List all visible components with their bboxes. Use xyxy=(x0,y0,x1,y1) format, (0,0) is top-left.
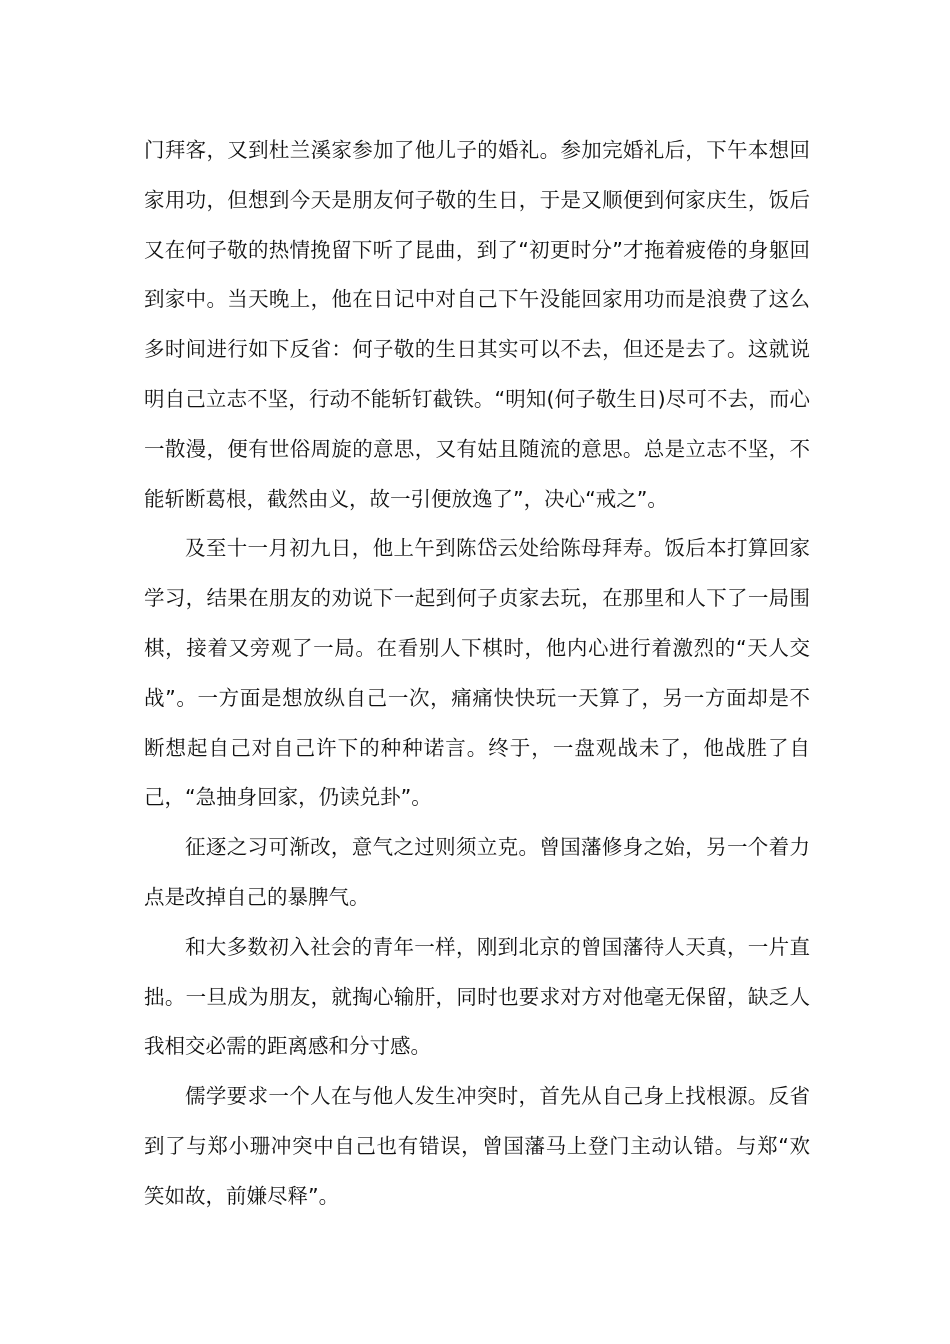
paragraph-continued: 门拜客，又到杜兰溪家参加了他儿子的婚礼。参加完婚礼后，下午本想回家用功，但想到今天是朋友何子敬的生日，于是又顺便到何家庆生，饭后又在何子敬的热情挽留下听了昆曲，到了“初更时分”才拖着疲倦的身躯回到家中。当天晚上，他在日记中对自己下午没能回家用功而是浪费了这么多时间进行如下反省：何子敬的生日其实可以不去，但还是去了。这就说明自己立志不坚，行动不能斩钉截铁。“明知(何子敬生日)尽可不去，而心一散漫，便有世俗周旋的意思，又有姑且随流的意思。总是立志不坚，不能斩断葛根，截然由义，故一引便放逸了”，决心“戒之”。 xyxy=(144,138,810,511)
body-text xyxy=(144,126,810,1222)
paragraph-confucian: 儒学要求一个人在与他人发生冲突时，首先从自己身上找根源。反省到了与郑小珊冲突中自己也有错误，曾国藩马上登门主动认错。与郑“欢笑如故，前嫌尽释”。 xyxy=(144,1084,810,1208)
paragraph-temper: 征逐之习可渐改，意气之过则须立克。曾国藩修身之始，另一个着力点是改掉自己的暴脾气。 xyxy=(144,835,810,909)
paragraph-youth: 和大多数初入社会的青年一样，刚到北京的曾国藩待人天真，一片直拙。一旦成为朋友，就掏心输肝，同时也要求对方对他毫无保留，缺乏人我相交必需的距离感和分寸感。 xyxy=(144,934,810,1059)
paragraph-visit-chen: 及至十一月初九日，他上午到陈岱云处给陈母拜寿。饭后本打算回家学习，结果在朋友的劝说下一起到何子贞家去玩，在那里和人下了一局围棋，接着又旁观了一局。在看别人下棋时，他内心进行着激烈的“天人交战”。一方面是想放纵自己一次，痛痛快快玩一天算了，另一方面却是不断想起自己对自己许下的种种诺言。终于，一盘观战未了，他战胜了自己，“急抽身回家，仍读兑卦”。 xyxy=(144,536,810,810)
